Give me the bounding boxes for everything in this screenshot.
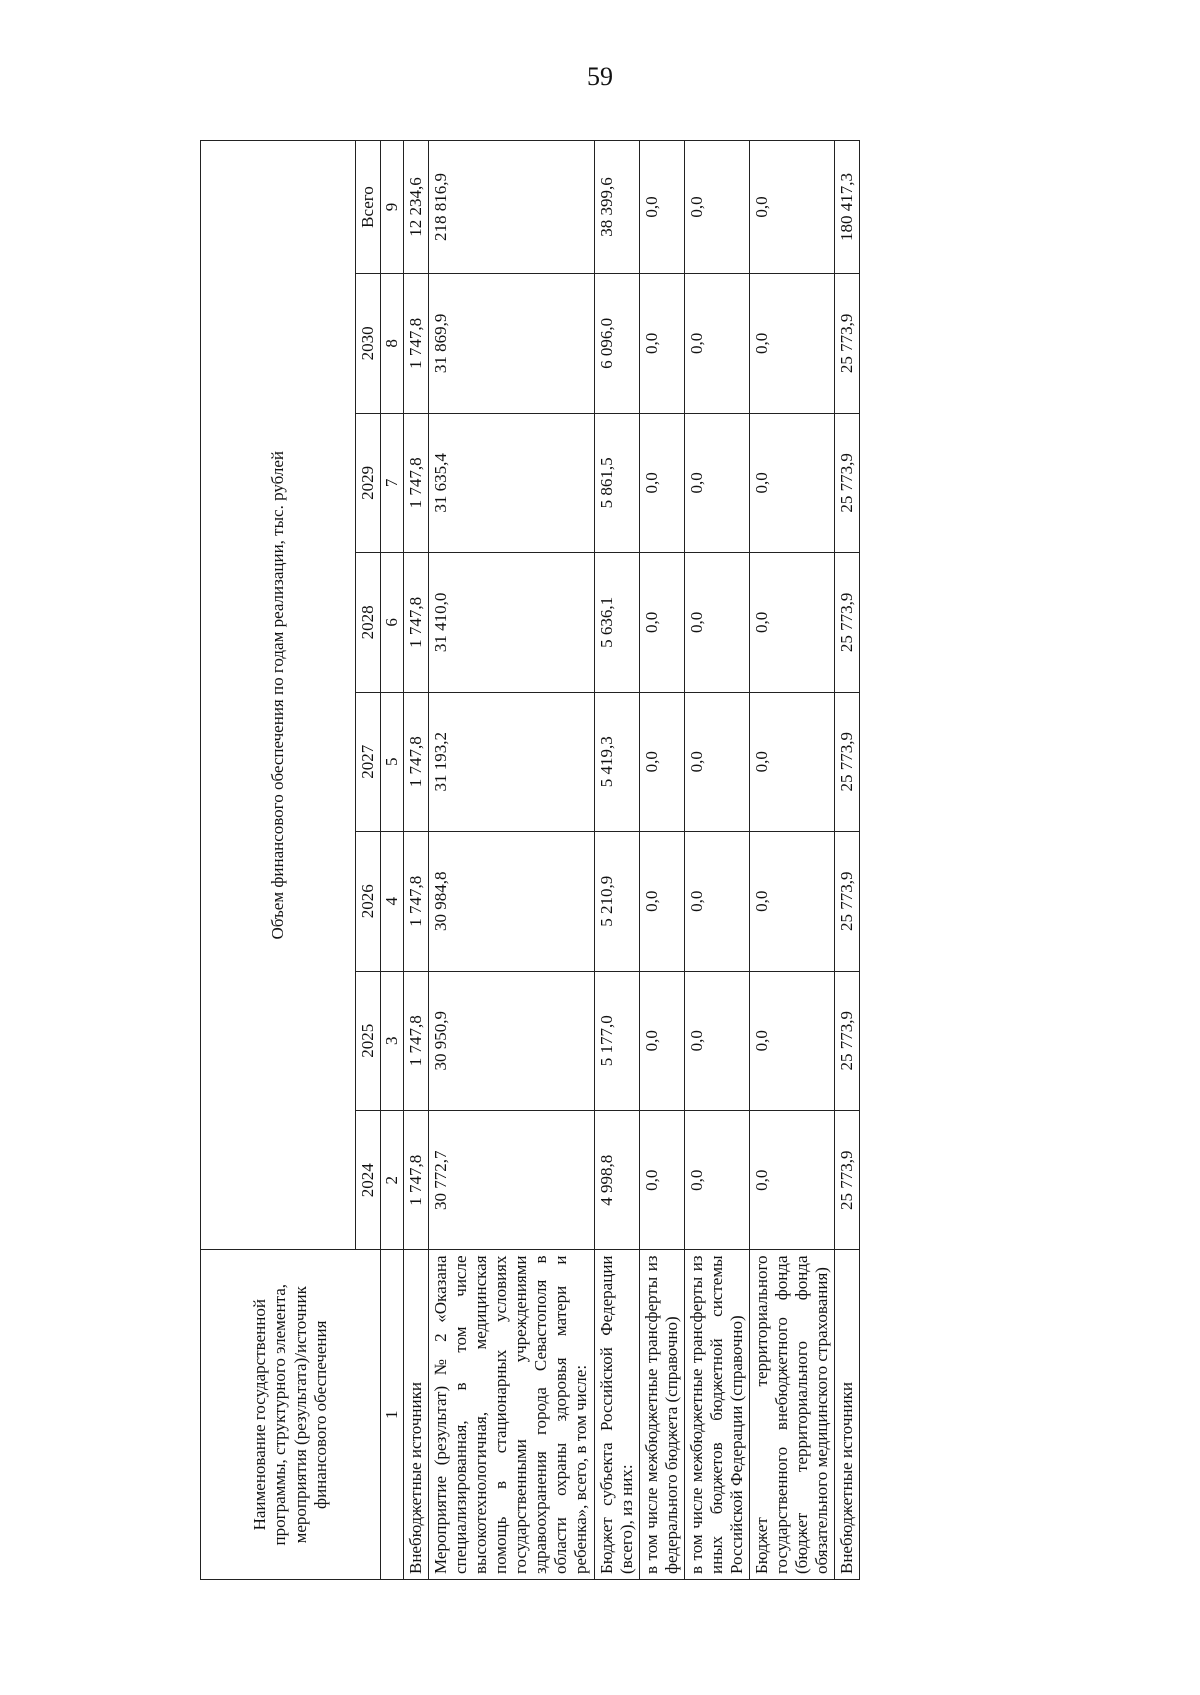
value-cell: 5 177,0 [594,971,639,1110]
value-cell: 1 747,8 [404,1111,429,1250]
total-cell: 0,0 [639,141,684,274]
value-cell: 5 636,1 [594,553,639,692]
value-cell: 1 747,8 [404,832,429,971]
value-cell: 1 747,8 [404,692,429,831]
value-cell: 1 747,8 [404,971,429,1110]
value-cell: 1 747,8 [404,274,429,413]
value-cell: 0,0 [684,274,749,413]
total-cell: 0,0 [684,141,749,274]
rotated-table-wrapper [200,140,1080,1580]
value-cell: 25 773,9 [835,553,860,692]
header-year-cell: 2024 [356,1111,381,1250]
page-number: 59 [587,62,613,91]
row-name-cell: Бюджет территориального государственного внебюджетного фонда (бюджет территориального фонда обязательного медицинского страхования) [749,1250,834,1580]
value-cell: 0,0 [684,1111,749,1250]
value-cell: 25 773,9 [835,274,860,413]
total-cell: 218 816,9 [429,141,594,274]
column-index-cell: 7 [381,413,404,552]
value-cell: 0,0 [749,692,834,831]
column-index-cell: 4 [381,832,404,971]
value-cell: 31 869,9 [429,274,594,413]
value-cell: 25 773,9 [835,413,860,552]
value-cell: 25 773,9 [835,692,860,831]
column-index-cell: 9 [381,141,404,274]
table-row [429,141,594,1580]
value-cell: 0,0 [639,971,684,1110]
value-cell: 25 773,9 [835,1111,860,1250]
value-cell: 30 950,9 [429,971,594,1110]
value-cell: 0,0 [639,832,684,971]
value-cell: 0,0 [639,274,684,413]
value-cell: 30 984,8 [429,832,594,971]
value-cell: 0,0 [639,692,684,831]
total-cell: 180 417,3 [835,141,860,274]
value-cell: 25 773,9 [835,971,860,1110]
total-cell: 38 399,6 [594,141,639,274]
column-index-cell: 8 [381,274,404,413]
row-name-cell: Бюджет субъекта Российской Федерации (всего), из них: [594,1250,639,1580]
value-cell: 0,0 [749,971,834,1110]
value-cell: 0,0 [749,553,834,692]
header-total-cell: Всего [356,141,381,274]
header-year-cell: 2030 [356,274,381,413]
financing-table [200,140,860,1580]
value-cell: 0,0 [749,832,834,971]
header-row-1 [201,141,356,1580]
header-year-cell: 2029 [356,413,381,552]
column-index-row [381,141,404,1580]
value-cell: 0,0 [684,553,749,692]
column-index-cell: 1 [381,1250,404,1580]
row-name-cell: в том числе межбюджетные трансферты из федерального бюджета (справочно) [639,1250,684,1580]
value-cell: 0,0 [684,832,749,971]
value-cell: 1 747,8 [404,553,429,692]
value-cell: 5 210,9 [594,832,639,971]
value-cell: 5 419,3 [594,692,639,831]
value-cell: 0,0 [749,1111,834,1250]
table-row [404,141,429,1580]
value-cell: 4 998,8 [594,1111,639,1250]
value-cell: 25 773,9 [835,832,860,971]
table-row [749,141,834,1580]
value-cell: 30 772,7 [429,1111,594,1250]
value-cell: 0,0 [639,413,684,552]
total-cell: 12 234,6 [404,141,429,274]
row-name-cell: в том числе межбюджетные трансферты из иных бюджетов бюджетной системы Российской Федерации (справочно) [684,1250,749,1580]
value-cell: 0,0 [639,553,684,692]
header-year-cell: 2026 [356,832,381,971]
column-index-cell: 2 [381,1111,404,1250]
value-cell: 0,0 [749,274,834,413]
table-row [594,141,639,1580]
value-cell: 0,0 [639,1111,684,1250]
table-row [835,141,860,1580]
value-cell: 0,0 [749,413,834,552]
value-cell: 31 410,0 [429,553,594,692]
row-name-cell: Внебюджетные источники [835,1250,860,1580]
value-cell: 31 193,2 [429,692,594,831]
value-cell: 1 747,8 [404,413,429,552]
header-name-cell: Наименование государственной программы, структурного элемента, мероприятия (результата)/источник финансового обеспечения [201,1250,381,1580]
value-cell: 0,0 [684,692,749,831]
value-cell: 5 861,5 [594,413,639,552]
header-year-cell: 2025 [356,971,381,1110]
row-name-cell: Мероприятие (результат) № 2 «Оказана специализированная, в том числе высокотехнологичная, медицинская помощь в стационарных условиях государственными учреждениями здравоохранения города Севастополя в области охраны здоровья матери и ребенка», всего, в том числе: [429,1250,594,1580]
value-cell: 31 635,4 [429,413,594,552]
column-index-cell: 6 [381,553,404,692]
value-cell: 0,0 [684,971,749,1110]
table-row [684,141,749,1580]
column-index-cell: 3 [381,971,404,1110]
value-cell: 6 096,0 [594,274,639,413]
header-volume-cell: Объем финансового обеспечения по годам реализации, тыс. рублей [201,141,356,1250]
row-name-cell: Внебюджетные источники [404,1250,429,1580]
column-index-cell: 5 [381,692,404,831]
value-cell: 0,0 [684,413,749,552]
table-row [639,141,684,1580]
header-year-cell: 2028 [356,553,381,692]
total-cell: 0,0 [749,141,834,274]
header-year-cell: 2027 [356,692,381,831]
